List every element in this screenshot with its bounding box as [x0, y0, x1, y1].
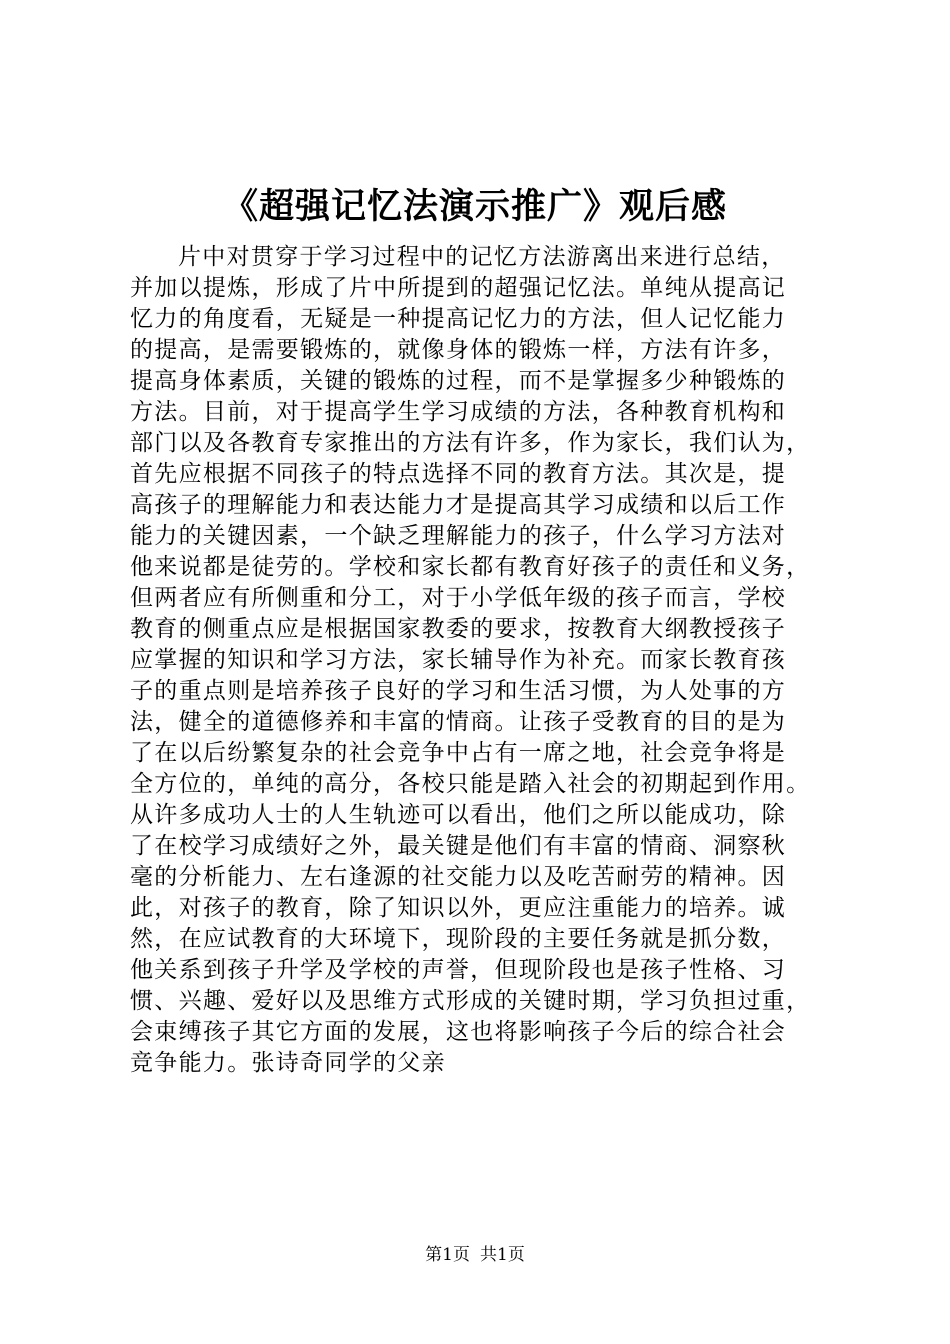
body-line: 他来说都是徒劳的。学校和家长都有教育好孩子的责任和义务， [130, 554, 811, 580]
body-line: 法，健全的道德修养和丰富的情商。让孩子受教育的目的是为 [130, 709, 787, 735]
page-number-total: 共1页 [480, 1245, 525, 1265]
body-line: 但两者应有所侧重和分工，对于小学低年级的孩子而言，学校 [130, 585, 787, 611]
body-line: 提高身体素质，关键的锻炼的过程，而不是掌握多少种锻炼的 [130, 368, 787, 394]
body-line: 并加以提炼，形成了片中所提到的超强记忆法。单纯从提高记 [130, 275, 787, 301]
body-line: 首先应根据不同孩子的特点选择不同的教育方法。其次是，提 [130, 461, 787, 487]
body-line: 高孩子的理解能力和表达能力才是提高其学习成绩和以后工作 [130, 492, 787, 518]
body-line: 应掌握的知识和学习方法，家长辅导作为补充。而家长教育孩 [130, 647, 787, 673]
body-line: 他关系到孩子升学及学校的声誉，但现阶段也是孩子性格、习 [130, 957, 787, 983]
document-body [130, 242, 850, 1079]
body-line: 全方位的，单纯的高分，各校只能是踏入社会的初期起到作用。 [130, 771, 811, 797]
body-line: 了在校学习成绩好之外，最关键是他们有丰富的情商、洞察秋 [130, 833, 787, 859]
body-line: 从许多成功人士的人生轨迹可以看出，他们之所以能成功，除 [130, 802, 787, 828]
body-line: 忆力的角度看，无疑是一种提高记忆力的方法，但人记忆能力 [130, 306, 787, 332]
body-line: 惯、兴趣、爱好以及思维方式形成的关键时期，学习负担过重， [130, 988, 811, 1014]
body-line: 竞争能力。张诗奇同学的父亲 [130, 1050, 446, 1076]
body-line: 方法。目前，对于提高学生学习成绩的方法，各种教育机构和 [130, 399, 787, 425]
body-line: 教育的侧重点应是根据国家教委的要求，按教育大纲教授孩子 [130, 616, 787, 642]
body-line: 然，在应试教育的大环境下，现阶段的主要任务就是抓分数， [130, 926, 787, 952]
page-number-current: 第1页 [425, 1245, 470, 1265]
body-line: 会束缚孩子其它方面的发展，这也将影响孩子今后的综合社会 [130, 1019, 787, 1045]
body-line: 片中对贯穿于学习过程中的记忆方法游离出来进行总结， [178, 244, 786, 270]
body-line: 的提高，是需要锻炼的，就像身体的锻炼一样，方法有许多， [130, 337, 787, 363]
document-title: 《超强记忆法演示推广》观后感 [222, 186, 727, 227]
page-footer [0, 1243, 950, 1267]
body-line: 部门以及各教育专家推出的方法有许多，作为家长，我们认为， [130, 430, 811, 456]
body-line: 毫的分析能力、左右逢源的社交能力以及吃苦耐劳的精神。因 [130, 864, 787, 890]
body-line: 能力的关键因素，一个缺乏理解能力的孩子，什么学习方法对 [130, 523, 787, 549]
body-line: 子的重点则是培养孩子良好的学习和生活习惯，为人处事的方 [130, 678, 787, 704]
body-line: 此，对孩子的教育，除了知识以外，更应注重能力的培养。诚 [130, 895, 787, 921]
body-line: 了在以后纷繁复杂的社会竞争中占有一席之地，社会竞争将是 [130, 740, 787, 766]
